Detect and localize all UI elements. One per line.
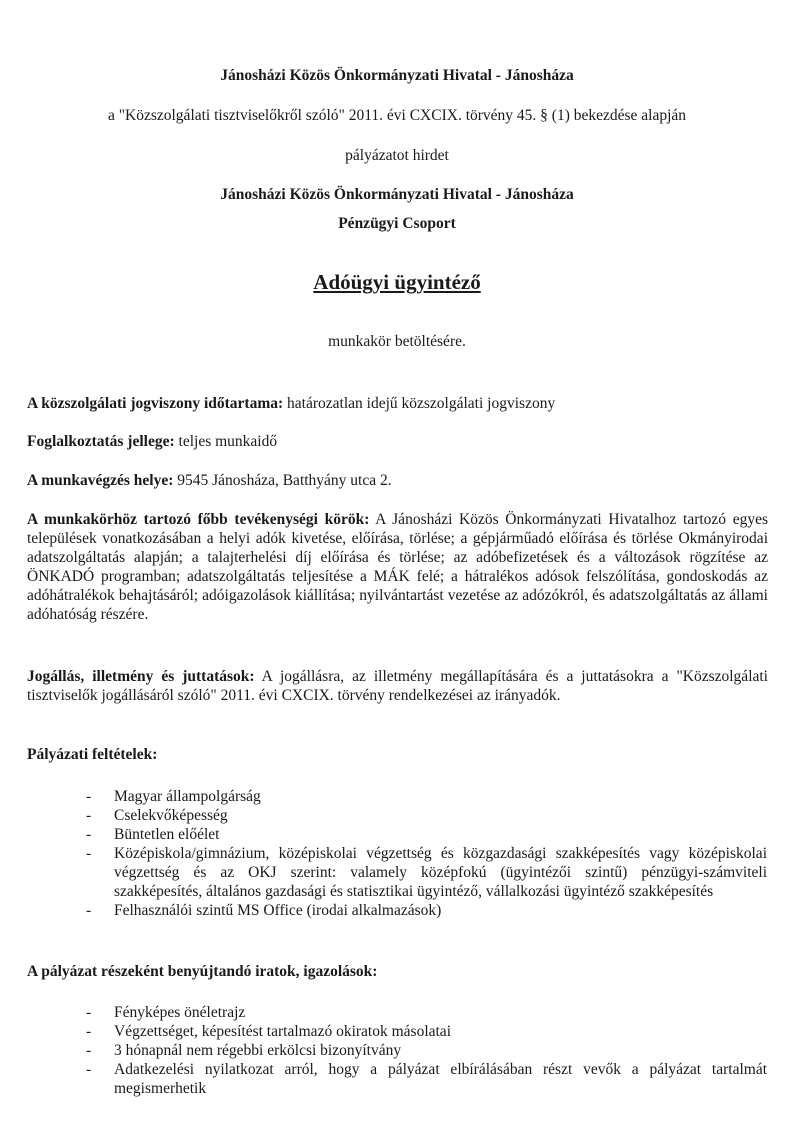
list-item-text: 3 hónapnál nem régebbi erkölcsi bizonyítvány [114, 1042, 402, 1059]
list-marker: - [86, 1061, 92, 1078]
conditions-list [0, 787, 794, 920]
list-marker: - [86, 1004, 92, 1021]
purpose-line: munkakör betöltésére. [328, 333, 466, 350]
organization-heading-2: Jánosházi Közös Önkormányzati Hivatal - Jánosháza [220, 186, 574, 203]
documents-heading: A pályázat részeként benyújtandó iratok, igazolások: [27, 963, 378, 980]
legal-basis: a "Közszolgálati tisztviselőkről szóló" 2011. évi CXCIX. törvény 45. § (1) bekezdése alapján [107, 107, 687, 124]
organization-heading: Jánosházi Közös Önkormányzati Hivatal - Jánosháza [220, 67, 574, 84]
list-item [0, 825, 794, 844]
field-status [27, 667, 768, 705]
list-item [0, 1041, 794, 1060]
list-item-text: Felhasználói szintű MS Office (irodai alkalmazások) [114, 902, 442, 919]
position-title: Adóügyi ügyintéző [313, 270, 481, 294]
list-item-text: Cselekvőképesség [114, 807, 228, 824]
group-name: Pénzügyi Csoport [338, 215, 456, 232]
list-marker: - [86, 788, 92, 805]
field-value: A Jánosházi Közös Önkormányzati Hivatalhoz tartozó egyes települések vonatkozásában a helyi adók kivetése, előírása, törlése; a gépjárműadó előírása és törlése Okmányirodai adatszolgáltatás alapján; a talajterhelési díj előírása és törlése; az adóbefizetések és a változások rögzítése az ÖNKADÓ programban; adatszolgáltatás teljesítése a MÁK felé; a hátralékos adósok felszólítása, gondoskodás az adóhátralékok behajtásáról; adóigazolások kiállítása; nyilvántartást vezetése az adózókról, és adatszolgáltatás az állami adóhatóság részére. [27, 511, 768, 623]
list-marker: - [86, 902, 92, 919]
list-item [0, 787, 794, 806]
list-item-text: Magyar állampolgárság [114, 788, 261, 805]
field-duration [27, 394, 768, 413]
field-label: Foglalkoztatás jellege: [27, 433, 175, 450]
field-value: 9545 Jánosháza, Batthyány utca 2. [173, 472, 392, 489]
announcement-line: pályázatot hirdet [345, 147, 449, 164]
list-item-text: Adatkezelési nyilatkozat arról, hogy a pályázat elbírálásában részt vevők a pályázat tartalmát megismerhetik [114, 1061, 767, 1097]
documents-list [0, 1003, 794, 1098]
list-marker: - [86, 1042, 92, 1059]
field-label: Jogállás, illetmény és juttatások: [27, 668, 255, 685]
list-item-text: Középiskola/gimnázium, középiskolai végzettség és közgazdasági szakképesítés vagy középiskolai végzettség és az OKJ szerint: valamely középfokú (ügyintézői szintű) pénzügyi-számviteli szakképesítés, általános gazdasági és statisztikai ügyintéző, vállalkozási ügyintéző szakképesítés [114, 845, 767, 900]
list-item-text: Fényképes önéletrajz [114, 1004, 246, 1021]
field-value: teljes munkaidő [174, 433, 278, 450]
field-employment [27, 432, 768, 451]
list-marker: - [86, 1023, 92, 1040]
list-item [0, 901, 794, 920]
field-label: A munkavégzés helye: [27, 472, 174, 489]
field-location [27, 471, 768, 490]
field-value: határozatlan idejű közszolgálati jogviszony [283, 395, 556, 412]
list-marker: - [86, 826, 92, 843]
list-item [0, 806, 794, 825]
field-value: A jogállásra, az illetmény megállapítására és a juttatásokra a "Közszolgálati tisztviselők jogállásáról szóló" 2011. évi CXCIX. törvény rendelkezései az irányadók. [27, 668, 768, 704]
list-item-text: Végzettséget, képesítést tartalmazó okiratok másolatai [114, 1023, 451, 1040]
field-label: A munkakörhöz tartozó főbb tevékenységi körök: [27, 511, 370, 528]
list-item [0, 844, 794, 901]
list-marker: - [86, 845, 92, 862]
list-item [0, 1003, 794, 1022]
conditions-heading: Pályázati feltételek: [27, 746, 158, 763]
list-marker: - [86, 807, 92, 824]
field-label: A közszolgálati jogviszony időtartama: [27, 395, 284, 412]
list-item [0, 1022, 794, 1041]
list-item [0, 1060, 794, 1098]
list-item-text: Büntetlen előélet [114, 826, 220, 843]
field-tasks [27, 510, 768, 624]
